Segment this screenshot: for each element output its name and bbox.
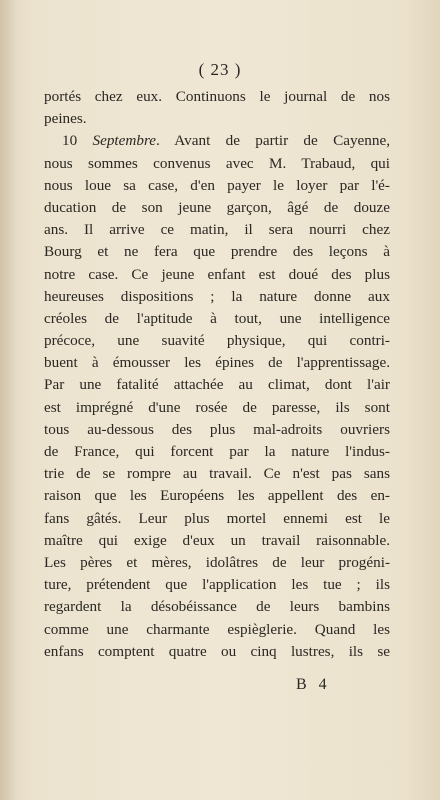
text-line: ducation de son jeune garçon, âgé de douze	[44, 198, 390, 216]
body-text	[44, 86, 390, 663]
text-line	[44, 130, 390, 152]
text-line: Bourg et ne fera que prendre des leçons à	[44, 243, 390, 261]
text-line: nous loue sa case, d'en payer le loyer par l'é-	[44, 176, 390, 194]
text-line: créoles de l'aptitude à tout, une intelligence	[44, 309, 390, 327]
date-month: Septembre	[92, 132, 157, 150]
text-line: enfans comptent quatre ou cinq lustres, ils se	[44, 642, 390, 660]
text-line: tous au-dessous des plus mal-adroits ouvriers	[44, 420, 390, 438]
text-line: comme une charmante espièglerie. Quand les	[44, 620, 390, 638]
binding-shadow	[0, 0, 18, 800]
text-line: précoce, une suavité physique, qui contri-	[44, 332, 390, 350]
text-line: ture, prétendent que l'application les tue ; ils	[44, 576, 390, 594]
page-number: ( 23 )	[198, 60, 242, 79]
signature-mark: B 4	[296, 676, 331, 693]
text-line: de France, qui forcent par la nature l'indus-	[44, 443, 390, 460]
text-line: regardent la désobéissance de leurs bambins	[44, 598, 390, 616]
text-line: heureuses dispositions ; la nature donne aux	[44, 287, 390, 305]
text-line: raison que les Européens les appellent des en-	[44, 487, 390, 505]
text-line: Par une fatalité attachée au climat, dont l'air	[44, 376, 390, 394]
text-line: buent à émousser les épines de l'apprentissage.	[44, 354, 390, 372]
text-line: trie de se rompre au travail. Ce n'est pas sans	[44, 465, 390, 483]
line-text: . Avant de partir de Cayenne,	[156, 132, 391, 150]
text-line: peines.	[44, 110, 87, 128]
text-line: portés chez eux. Continuons le journal de nos	[44, 88, 390, 105]
text-line: est imprégné d'une rosée de paresse, ils sont	[44, 398, 390, 416]
text-line: Les pères et mères, idolâtres de leur progéni-	[44, 553, 390, 571]
text-line: nous sommes convenus avec M. Trabaud, qui	[44, 154, 390, 172]
text-line: ans. Il arrive ce matin, il sera nourri chez	[44, 221, 390, 239]
text-line: fans gâtés. Leur plus mortel ennemi est le	[44, 509, 390, 527]
text-line: notre case. Ce jeune enfant est doué des plus	[44, 265, 390, 283]
date-number: 10	[62, 132, 93, 150]
text-line: maître qui exige d'eux un travail raisonnable.	[44, 531, 390, 549]
